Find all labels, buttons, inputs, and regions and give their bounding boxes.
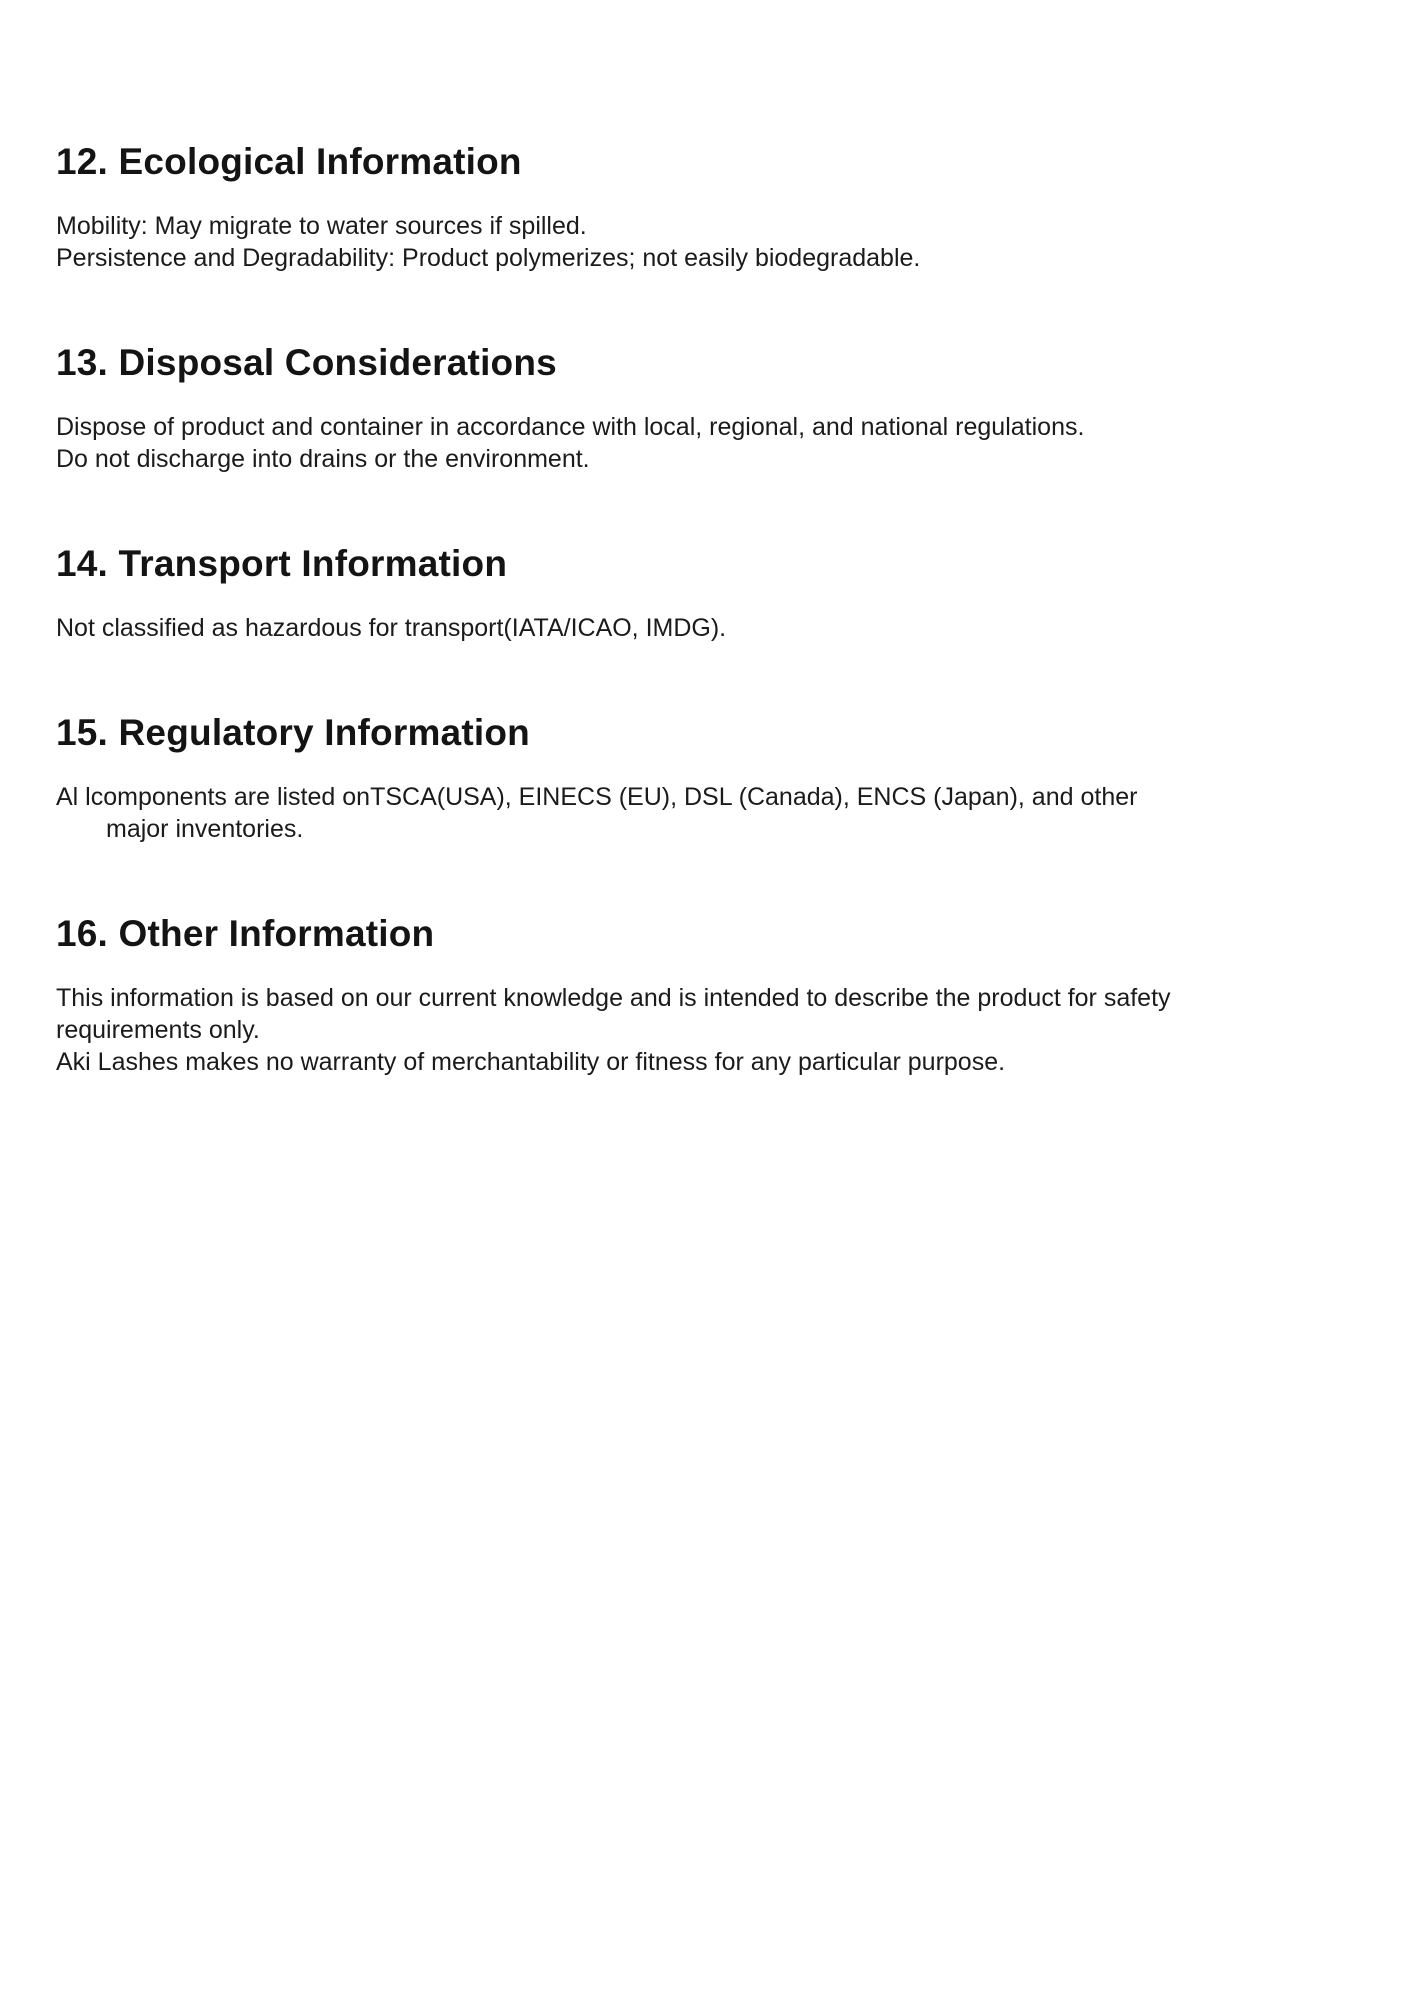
section-transport-information — [56, 544, 1358, 644]
section-ecological-information — [56, 142, 1358, 274]
body-line: Dispose of product and container in accordance with local, regional, and national regulations. — [56, 413, 1085, 441]
section-heading-16: 16. Other Information — [56, 913, 435, 954]
section-other-information — [56, 914, 1358, 1078]
body-line: Do not discharge into drains or the environment. — [56, 445, 590, 473]
body-line: Mobility: May migrate to water sources if spilled. — [56, 212, 587, 240]
section-regulatory-information — [56, 713, 1358, 845]
section-heading-13: 13. Disposal Considerations — [56, 342, 557, 383]
section-heading-14: 14. Transport Information — [56, 543, 508, 584]
section-heading-15: 15. Regulatory Information — [56, 712, 530, 753]
body-line: This information is based on our current knowledge and is intended to describe the product for safety — [56, 984, 1171, 1012]
section-heading-12: 12. Ecological Information — [56, 141, 522, 182]
body-line: Persistence and Degradability: Product polymerizes; not easily biodegradable. — [56, 244, 921, 272]
body-line: Al lcomponents are listed onTSCA(USA), EINECS (EU), DSL (Canada), ENCS (Japan), and other — [56, 783, 1138, 811]
section-disposal-considerations — [56, 343, 1358, 475]
body-line: Aki Lashes makes no warranty of merchantability or fitness for any particular purpose. — [56, 1048, 1006, 1076]
body-line-wrapped: major inventories. — [106, 815, 304, 843]
body-line: Not classified as hazardous for transport(IATA/ICAO, IMDG). — [56, 614, 727, 642]
body-line: requirements only. — [56, 1016, 260, 1044]
